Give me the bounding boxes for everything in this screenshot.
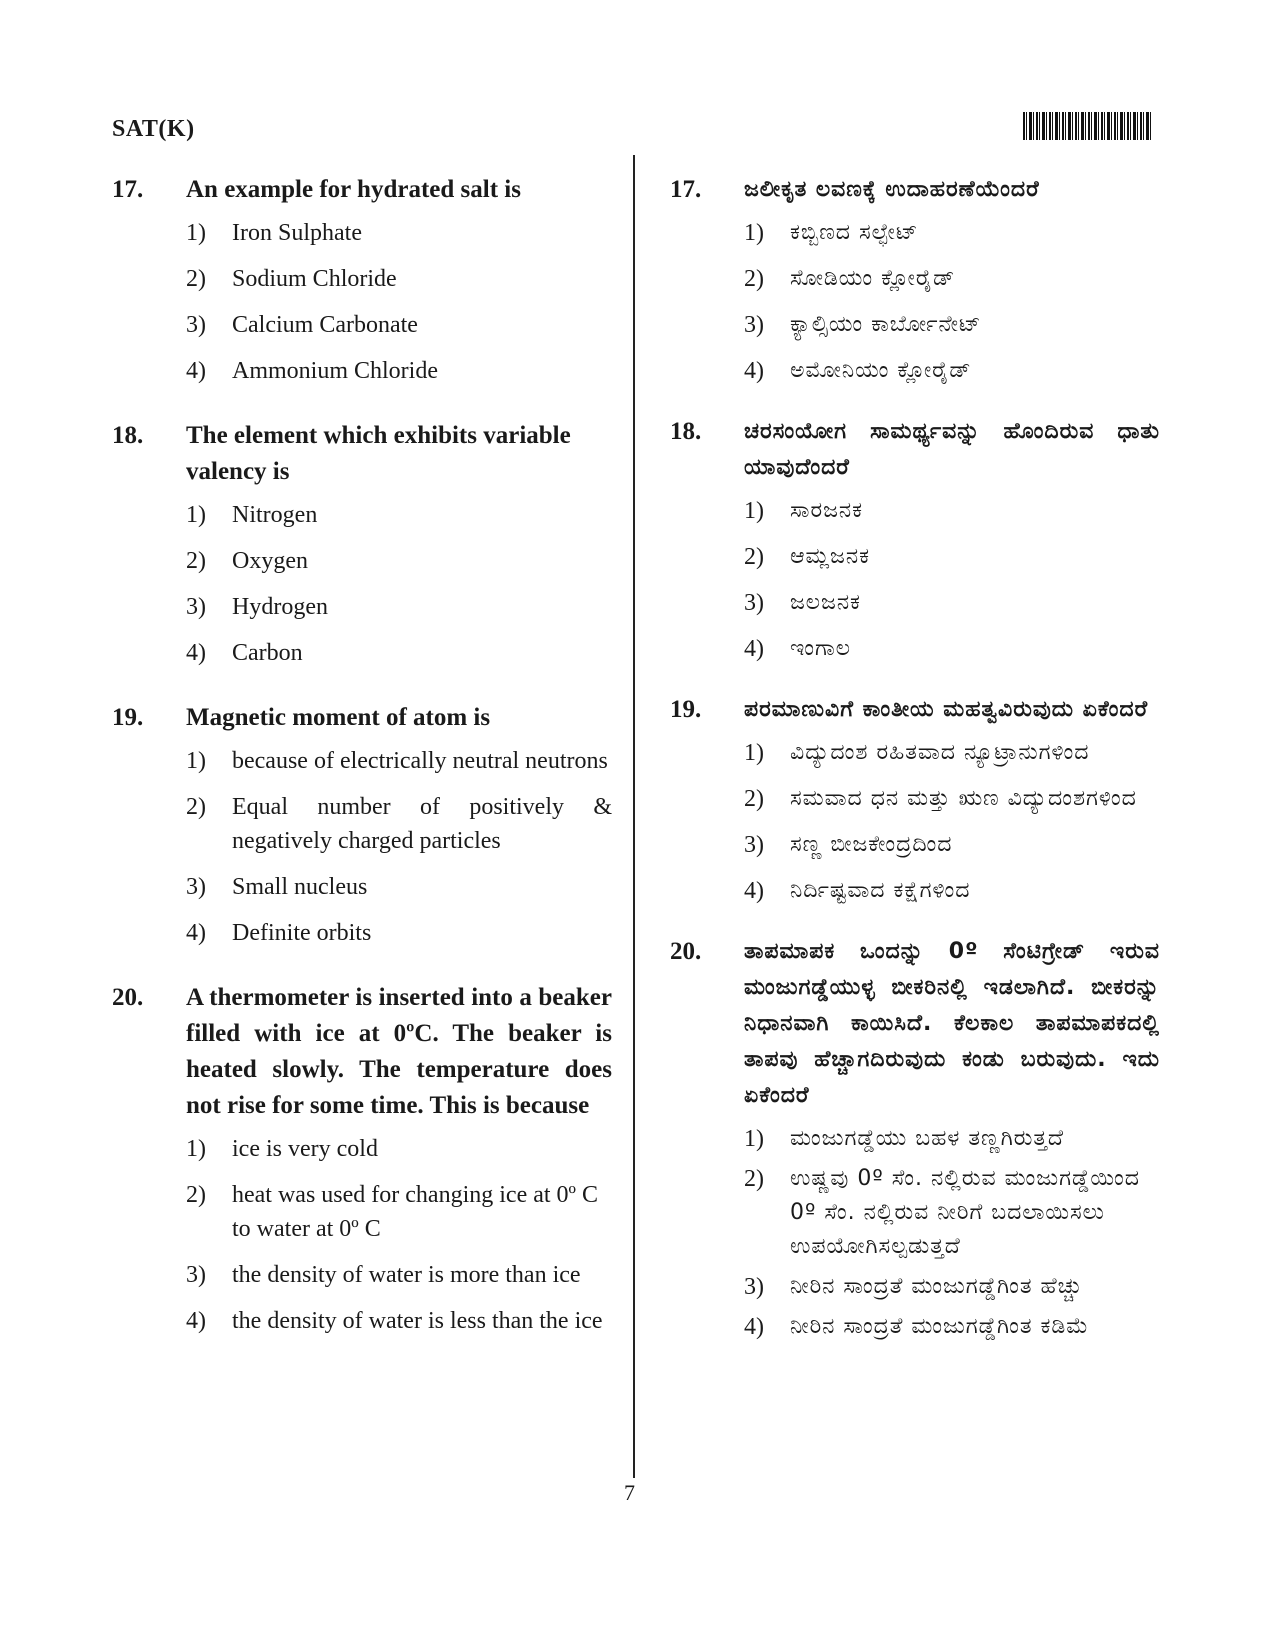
option-text: the density of water is more than ice <box>232 1262 581 1288</box>
option-item <box>744 736 1160 770</box>
question-text: ಜಲೀಕೃತ ಲವಣಕ್ಕೆ ಉದಾಹರಣೆಯೆಂದರೆ <box>744 177 1040 202</box>
paper-code: SAT(K) <box>112 116 195 142</box>
option-number: 2) <box>186 794 206 820</box>
option-number: 3) <box>744 590 764 616</box>
question-text: The element which exhibits variable valency is <box>186 422 571 485</box>
option-item <box>744 262 1160 296</box>
option-number: 1) <box>744 220 764 246</box>
option-item <box>744 1270 1160 1304</box>
option-number: 4) <box>186 920 206 946</box>
option-text: ಉಷ್ಣವು 0º ಸೆಂ. ನಲ್ಲಿರುವ ಮಂಜುಗಡ್ಡೆಯಿಂದ 0º ಸೆಂ. ನಲ್ಲಿರುವ ನೀರಿಗೆ ಬದಲಾಯಿಸಲು ಉಪಯೋಗಿಸಲ್ಪಡುತ್ತದೆ <box>790 1166 1140 1259</box>
option-number: 1) <box>186 1136 206 1162</box>
option-text: ನೀರಿನ ಸಾಂದ್ರತೆ ಮಂಜುಗಡ್ಡೆಗಿಂತ ಹೆಚ್ಚು <box>790 1274 1083 1299</box>
question-18-kn <box>670 414 1160 666</box>
option-text: Oxygen <box>232 548 308 574</box>
option-number: 3) <box>186 312 206 338</box>
option-text: ಕಬ್ಬಿಣದ ಸಲ್ಫೇಟ್ <box>790 220 919 245</box>
option-text: Carbon <box>232 640 303 666</box>
option-text: ಸಣ್ಣ ಬೀಜಕೇಂದ್ರದಿಂದ <box>790 832 953 857</box>
english-column <box>112 172 612 1350</box>
option-text: ಸಾರಜನಕ <box>790 498 864 523</box>
question-20-en <box>112 980 612 1338</box>
question-number: 17. <box>112 176 144 203</box>
option-item <box>186 1258 612 1292</box>
option-item <box>744 1122 1160 1156</box>
option-number: 3) <box>186 594 206 620</box>
option-text: because of electrically neutral neutrons <box>232 748 608 774</box>
option-number: 4) <box>186 640 206 666</box>
option-number: 4) <box>186 358 206 384</box>
question-number: 19. <box>112 704 144 731</box>
kannada-column <box>670 172 1160 1350</box>
option-number: 1) <box>186 502 206 528</box>
option-number: 3) <box>744 832 764 858</box>
option-number: 4) <box>744 636 764 662</box>
option-number: 4) <box>744 1314 764 1340</box>
question-17-en <box>112 172 612 388</box>
option-number: 4) <box>744 358 764 384</box>
option-item <box>186 790 612 858</box>
question-text: ತಾಪಮಾಪಕ ಒಂದನ್ನು 0º ಸೆಂಟಿಗ್ರೇಡ್ ಇರುವ ಮಂಜುಗಡ್ಡೆಯುಳ್ಳ ಬೀಕರಿನಲ್ಲಿ ಇಡಲಾಗಿದೆ. ಬೀಕರನ್ನು ನಿಧಾನವಾಗಿ ಕಾಯಿಸಿದೆ. ಕೆಲಕಾಲ ತಾಪಮಾಪಕದಲ್ಲಿ ತಾಪವು ಹೆಚ್ಚಾಗದಿರುವುದು ಕಂಡು ಬರುವುದು. ಇದು ಏಕೆಂದರೆ <box>744 939 1160 1108</box>
options-list <box>744 1122 1160 1344</box>
option-item <box>186 498 612 532</box>
question-18-en <box>112 418 612 670</box>
option-text: ಮಂಜುಗಡ್ಡೆಯು ಬಹಳ ತಣ್ಣಗಿರುತ್ತದೆ <box>790 1126 1065 1151</box>
option-number: 3) <box>744 312 764 338</box>
question-text: An example for hydrated salt is <box>186 176 521 203</box>
option-item <box>186 636 612 670</box>
option-text: Sodium Chloride <box>232 266 397 292</box>
option-item <box>186 308 612 342</box>
option-text: ಇಂಗಾಲ <box>790 636 851 661</box>
option-number: 2) <box>186 266 206 292</box>
option-number: 2) <box>744 786 764 812</box>
option-item <box>744 828 1160 862</box>
options-list <box>186 498 612 670</box>
question-number: 18. <box>112 422 144 449</box>
option-text: ವಿದ್ಯುದಂಶ ರಹಿತವಾದ ನ್ಯೂಟ್ರಾನುಗಳಿಂದ <box>790 740 1090 765</box>
option-item <box>744 632 1160 666</box>
option-item <box>186 590 612 624</box>
option-item <box>186 1178 612 1246</box>
column-divider <box>633 155 635 1478</box>
option-text: the density of water is less than the ice <box>232 1308 603 1334</box>
option-number: 4) <box>186 1308 206 1334</box>
option-number: 2) <box>186 1182 206 1208</box>
option-item <box>186 354 612 388</box>
option-number: 1) <box>744 1126 764 1152</box>
question-text: ಪರಮಾಣುವಿಗೆ ಕಾಂತೀಯ ಮಹತ್ವವಿರುವುದು ಏಕೆಂದರೆ <box>744 697 1149 722</box>
option-item <box>186 744 612 778</box>
option-item <box>744 1310 1160 1344</box>
option-number: 2) <box>744 266 764 292</box>
question-text: A thermometer is inserted into a beaker filled with ice at 0ºC. The beaker is heated slowly. The temperature does not rise for some time. This is because <box>186 984 612 1119</box>
option-number: 2) <box>186 548 206 574</box>
options-list <box>744 216 1160 388</box>
option-item <box>186 1132 612 1166</box>
option-item <box>744 1162 1160 1264</box>
option-item <box>186 544 612 578</box>
option-text: ಸೋಡಿಯಂ ಕ್ಲೋರೈಡ್ <box>790 266 956 291</box>
options-list <box>186 216 612 388</box>
question-number: 17. <box>670 176 702 203</box>
option-number: 1) <box>744 740 764 766</box>
option-text: ಆಮ್ಲಜನಕ <box>790 544 870 569</box>
option-item <box>186 916 612 950</box>
option-text: Small nucleus <box>232 874 368 900</box>
question-20-kn <box>670 934 1160 1344</box>
option-text: ಸಮವಾದ ಧನ ಮತ್ತು ಋಣ ವಿದ್ಯುದಂಶಗಳಿಂದ <box>790 786 1137 811</box>
option-item <box>744 354 1160 388</box>
option-number: 3) <box>186 874 206 900</box>
option-item <box>744 494 1160 528</box>
option-item <box>744 216 1160 250</box>
option-text: Hydrogen <box>232 594 328 620</box>
question-19-kn <box>670 692 1160 908</box>
question-number: 20. <box>670 938 702 965</box>
option-text: ಕ್ಯಾಲ್ಸಿಯಂ ಕಾರ್ಬೋನೇಟ್ <box>790 312 982 337</box>
option-number: 3) <box>186 1262 206 1288</box>
option-text: ಅಮೋನಿಯಂ ಕ್ಲೋರೈಡ್ <box>790 358 972 383</box>
option-number: 2) <box>744 1166 764 1192</box>
option-number: 1) <box>186 748 206 774</box>
question-number: 19. <box>670 696 702 723</box>
option-item <box>186 870 612 904</box>
option-item <box>744 586 1160 620</box>
option-text: Nitrogen <box>232 502 318 528</box>
question-text: ಚರಸಂಯೋಗ ಸಾಮರ್ಥ್ಯವನ್ನು ಹೊಂದಿರುವ ಧಾತು ಯಾವುದೆಂದರೆ <box>744 419 1160 480</box>
question-17-kn <box>670 172 1160 388</box>
option-number: 1) <box>744 498 764 524</box>
option-text: ice is very cold <box>232 1136 378 1162</box>
option-text: Definite orbits <box>232 920 372 946</box>
options-list <box>744 494 1160 666</box>
options-list <box>186 1132 612 1338</box>
option-number: 2) <box>744 544 764 570</box>
barcode-icon <box>1023 112 1151 140</box>
option-item <box>186 216 612 250</box>
question-number: 20. <box>112 984 144 1011</box>
option-text: ಜಲಜನಕ <box>790 590 861 615</box>
option-number: 3) <box>744 1274 764 1300</box>
option-text: ನೀರಿನ ಸಾಂದ್ರತೆ ಮಂಜುಗಡ್ಡೆಗಿಂತ ಕಡಿಮೆ <box>790 1314 1090 1339</box>
question-19-en <box>112 700 612 950</box>
option-number: 1) <box>186 220 206 246</box>
option-item <box>744 782 1160 816</box>
option-text: ನಿರ್ದಿಷ್ಟವಾದ ಕಕ್ಷೆಗಳಿಂದ <box>790 878 971 903</box>
question-number: 18. <box>670 418 702 445</box>
option-text: Calcium Carbonate <box>232 312 418 338</box>
option-item <box>744 540 1160 574</box>
option-item <box>744 874 1160 908</box>
option-text: Equal number of positively & negatively charged particles <box>232 794 612 854</box>
option-text: Iron Sulphate <box>232 220 362 246</box>
options-list <box>186 744 612 950</box>
option-number: 4) <box>744 878 764 904</box>
option-text: heat was used for changing ice at 0º C to water at 0º C <box>232 1182 598 1242</box>
option-text: Ammonium Chloride <box>232 358 438 384</box>
options-list <box>744 736 1160 908</box>
question-text: Magnetic moment of atom is <box>186 704 491 731</box>
option-item <box>186 262 612 296</box>
page-number: 7 <box>624 1480 635 1505</box>
option-item <box>186 1304 612 1338</box>
option-item <box>744 308 1160 342</box>
